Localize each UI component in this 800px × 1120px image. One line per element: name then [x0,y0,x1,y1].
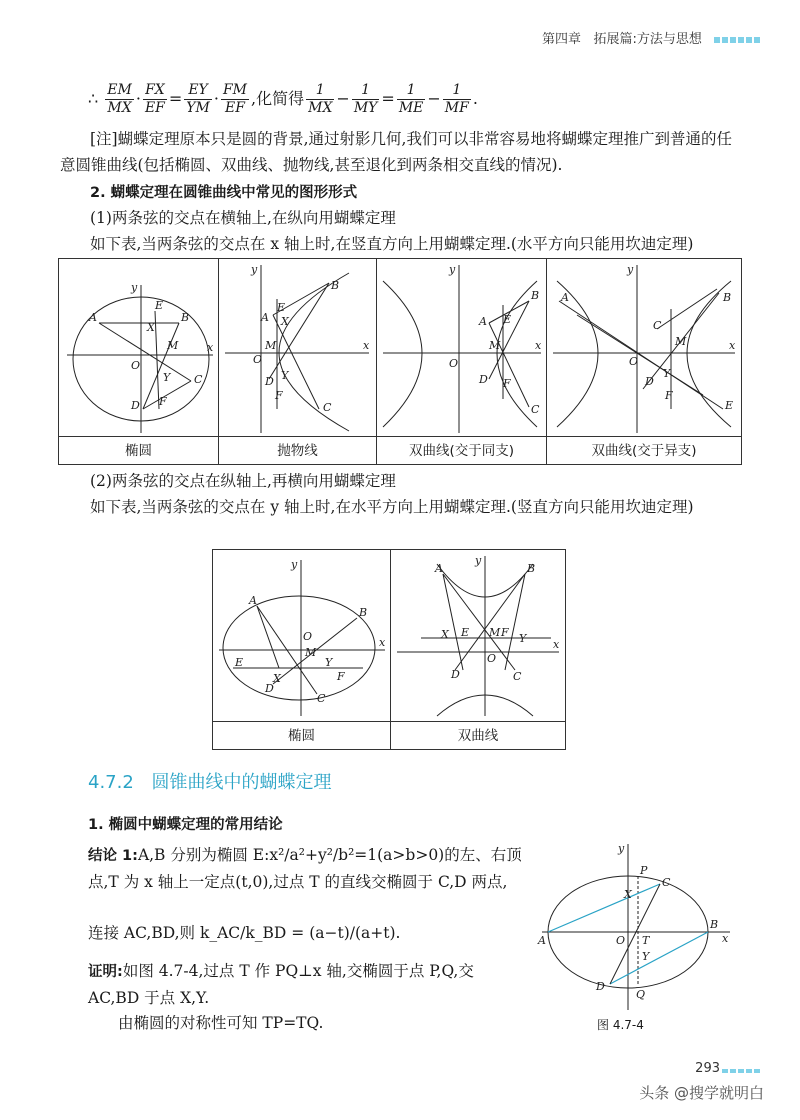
svg-text:A: A [561,291,569,304]
case1-description: 如下表,当两条弦的交点在 x 轴上时,在竖直方向上用蝴蝶定理.(水平方向只能用坎迪定理) [90,235,694,253]
fraction: $\frac{1}{MY}$ [353,82,378,116]
equals: = [168,89,183,108]
fraction: $\frac{1}{ME}$ [398,82,424,116]
svg-text:B: B [181,311,190,324]
svg-text:D: D [596,980,605,993]
svg-text:D: D [265,375,274,388]
figure-label: 椭圆 [59,436,218,464]
svg-text:Q: Q [636,988,646,1001]
figure-ellipse-y [213,550,391,749]
svg-text:M: M [675,335,687,348]
simplify-text: ,化简得 [251,89,305,108]
conclusion-text: A,B 分别为椭圆 E:x²/a²+y²/b²=1(a>b>0)的左、右顶点,T 为 x 轴上一定点(t,0),过点 T 的直线交椭圆于 C,D 两点, [88,846,522,891]
figure-label: 双曲线 [391,721,565,749]
svg-text:B: B [527,562,536,575]
figure-label: 椭圆 [213,721,390,749]
svg-text:E: E [503,313,512,326]
figure-ellipse [59,259,219,464]
svg-text:O: O [303,630,313,643]
svg-text:Y: Y [519,632,527,645]
svg-text:X: X [281,315,289,328]
svg-text:C: C [323,401,332,414]
svg-text:M: M [489,626,501,639]
case2-title: (2)两条弦的交点在纵轴上,再横向用蝴蝶定理 [90,472,396,490]
fraction: $\frac{EY}{YM}$ [186,82,210,116]
svg-text:x: x [207,341,214,354]
note-paragraph: [注]蝴蝶定理原本只是圆的背景,通过射影几何,我们可以非常容易地将蝴蝶定理推广到普通的任意圆锥曲线(包括椭圆、双曲线、抛物线,甚至退化到两条相交直线的情况). [60,130,732,174]
svg-text:Y: Y [281,369,289,382]
conclusion-lead: 结论 1: [88,848,138,864]
svg-text:D: D [265,682,274,695]
therefore-symbol: ∴ [88,89,99,108]
svg-text:F: F [665,389,673,402]
figure-label: 抛物线 [219,436,376,464]
svg-text:X: X [273,672,281,685]
figure-hyperbola-diff [547,259,741,464]
svg-text:A: A [249,594,257,607]
svg-text:B: B [723,291,732,304]
fraction: $\frac{1}{MX}$ [308,82,333,116]
chapter-label: 第四章 [542,32,582,47]
fraction: $\frac{EM}{MX}$ [107,82,132,116]
svg-text:y: y [131,281,138,294]
svg-text:x: x [363,339,370,352]
svg-text:O: O [253,353,263,366]
svg-text:F: F [275,389,283,402]
svg-text:Y: Y [663,367,671,380]
svg-text:A: A [538,934,546,947]
figure-label: 双曲线(交于同支) [377,436,546,464]
svg-text:C: C [531,403,540,416]
svg-text:A: A [89,311,97,324]
case2-description: 如下表,当两条弦的交点在 y 轴上时,在水平方向上用蝴蝶定理.(竖直方向只能用坎迪定理) [90,498,694,516]
section-heading [88,768,332,794]
proof-paragraph [88,958,528,1011]
svg-text:O: O [449,357,459,370]
figure-4-7-4 [536,840,736,1015]
svg-text:C: C [194,373,203,386]
footer-decoration [722,1069,760,1073]
svg-text:y: y [291,558,298,571]
svg-text:B: B [710,918,719,931]
svg-text:y: y [449,263,456,276]
watermark: 头条 @搜学就明白 [639,1084,764,1102]
svg-text:A: A [261,311,269,324]
figure-parabola [219,259,377,464]
svg-text:A: A [435,562,443,575]
svg-text:E: E [461,626,470,639]
svg-text:x: x [379,636,386,649]
section-title: 圆锥曲线中的蝴蝶定理 [151,772,332,793]
header-decoration [714,37,760,43]
svg-text:M: M [265,339,277,352]
svg-text:y: y [618,842,625,855]
figure-caption: 图 4.7-4 [597,1018,644,1032]
proof-symmetry: 由椭圆的对称性可知 TP=TQ. [118,1014,324,1032]
svg-text:A: A [479,315,487,328]
svg-text:D: D [645,375,654,388]
svg-text:X: X [624,888,632,901]
figure-table-horizontal [58,258,742,465]
svg-text:Y: Y [325,656,333,669]
svg-text:D: D [131,399,140,412]
svg-text:F: F [503,377,511,390]
svg-text:P: P [640,864,648,877]
svg-text:E: E [155,299,164,312]
equation-line: ∴ $\frac{EM}{MX}$ · $\frac{FX}{EF}$ = $\frac{EY}{YM}$ · $\frac{FM}{EF}$ ,化简得 $\frac{1}{MX}$ − $\frac{1}{MY}$ = $\frac{1}{ME}$ − $\frac{1}{MF}$ . [88,82,478,116]
page-header [542,28,760,47]
proof-text: 如图 4.7-4,过点 T 作 PQ⊥x 轴,交椭圆于点 P,Q,交 AC,BD 于点 X,Y. [88,962,474,1007]
case1-title: (1)两条弦的交点在横轴上,在纵向用蝴蝶定理 [90,209,396,227]
svg-text:C: C [653,319,662,332]
svg-text:D: D [451,668,460,681]
svg-text:X: X [441,628,449,641]
svg-text:y: y [627,263,634,276]
subheading-butterfly-forms: 2. 蝴蝶定理在圆锥曲线中常见的图形形式 [90,185,358,201]
svg-text:O: O [487,652,497,665]
svg-text:X: X [147,321,155,334]
subheading-ellipse: 1. 椭圆中蝴蝶定理的常用结论 [88,817,283,833]
svg-text:M: M [489,339,501,352]
figure-label: 双曲线(交于异支) [547,436,741,464]
figure-hyperbola-same [377,259,547,464]
figure-hyperbola-y [391,550,565,749]
section-number: 4.7.2 [88,772,134,793]
svg-text:M: M [167,339,179,352]
svg-text:B: B [531,289,540,302]
svg-text:E: E [725,399,734,412]
svg-text:x: x [729,339,736,352]
svg-text:x: x [553,638,560,651]
svg-text:F: F [337,670,345,683]
proof-lead: 证明: [88,964,123,980]
svg-text:O: O [629,355,639,368]
svg-text:B: B [331,279,340,292]
page-number: 293 [695,1061,720,1076]
svg-text:M: M [305,646,317,659]
fraction: $\frac{FM}{EF}$ [222,82,248,116]
conclusion-result: 连接 AC,BD,则 k_AC/k_BD = (a−t)/(a+t). [88,924,401,942]
svg-text:y: y [251,263,258,276]
svg-text:C: C [662,876,671,889]
svg-text:C: C [513,670,522,683]
svg-text:F: F [501,626,509,639]
fraction: $\frac{1}{MF}$ [444,82,469,116]
svg-text:T: T [642,934,650,947]
svg-text:Y: Y [163,371,171,384]
svg-text:E: E [235,656,244,669]
svg-text:B: B [359,606,368,619]
svg-text:O: O [131,359,141,372]
svg-text:x: x [722,932,729,945]
svg-text:Y: Y [642,950,650,963]
svg-text:F: F [159,395,167,408]
chapter-title: 拓展篇:方法与思想 [593,32,702,47]
figure-table-vertical [212,549,566,750]
conclusion-paragraph [88,842,528,895]
svg-text:x: x [535,339,542,352]
svg-text:E: E [277,301,286,314]
fraction: $\frac{FX}{EF}$ [144,82,165,116]
svg-text:O: O [616,934,626,947]
svg-text:C: C [317,692,326,705]
svg-text:D: D [479,373,488,386]
svg-text:y: y [475,554,482,567]
